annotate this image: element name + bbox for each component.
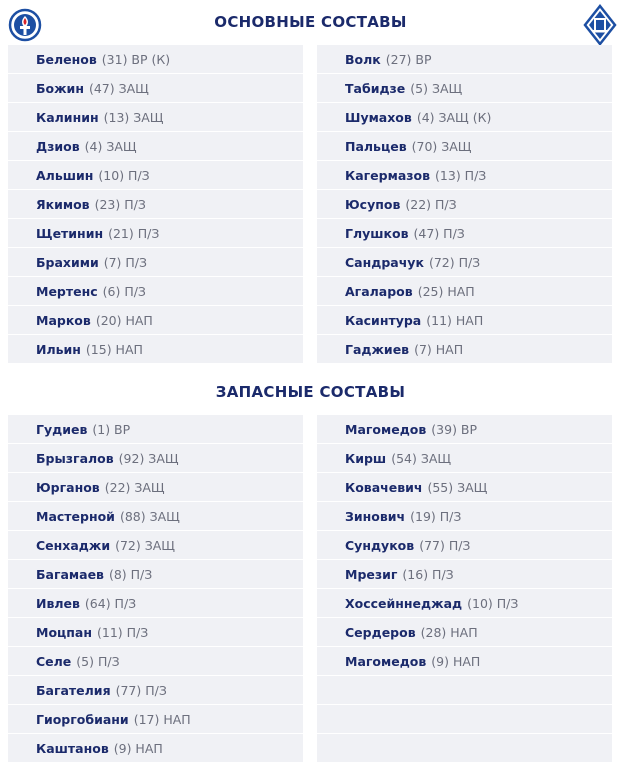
player-name: Зинович — [345, 508, 406, 524]
empty-row — [317, 705, 612, 733]
player-row — [317, 647, 612, 675]
player-name: Марков — [36, 312, 91, 328]
player-name: Сенхаджи — [36, 537, 111, 553]
player-number-position: (5) ЗАЩ — [410, 80, 463, 96]
player-number-position: (77) П/З — [419, 537, 471, 553]
player-row — [8, 132, 303, 160]
player-row — [8, 415, 303, 443]
player-row — [317, 74, 612, 102]
player-number-position: (15) НАП — [85, 341, 143, 357]
player-name: Калинин — [36, 109, 99, 125]
player-name: Мастерной — [36, 508, 115, 524]
player-number-position: (4) ЗАЩ — [84, 138, 137, 154]
player-name: Юсупов — [345, 196, 401, 212]
player-number-position: (31) ВР (К) — [101, 51, 171, 67]
player-number-position: (23) П/З — [94, 196, 146, 212]
player-name: Гиоргобиани — [36, 711, 129, 727]
player-row — [8, 734, 303, 762]
player-row — [8, 219, 303, 247]
player-row — [317, 103, 612, 131]
player-name: Моцпан — [36, 624, 92, 640]
player-name: Ильин — [36, 341, 81, 357]
player-number-position: (13) П/З — [435, 167, 487, 183]
player-number-position: (47) П/З — [413, 225, 465, 241]
player-row — [317, 560, 612, 588]
player-number-position: (7) НАП — [414, 341, 464, 357]
player-number-position: (47) ЗАЩ — [88, 80, 149, 96]
player-row — [8, 444, 303, 472]
player-number-position: (17) НАП — [133, 711, 191, 727]
player-name: Ковачевич — [345, 479, 423, 495]
player-name: Мертенс — [36, 283, 98, 299]
dynamo-logo-icon — [583, 4, 617, 46]
main-lineup-left-list — [8, 45, 303, 364]
player-number-position: (16) П/З — [402, 566, 454, 582]
empty-row — [317, 734, 612, 762]
player-row — [317, 618, 612, 646]
player-row — [8, 161, 303, 189]
player-row — [317, 473, 612, 501]
player-number-position: (11) НАП — [426, 312, 484, 328]
section-title-main-lineups: ОСНОВНЫЕ СОСТАВЫ — [214, 13, 407, 31]
player-number-position: (72) ЗАЩ — [115, 537, 175, 553]
player-name: Дзиов — [36, 138, 80, 154]
player-name: Гаджиев — [345, 341, 410, 357]
player-name: Касинтура — [345, 312, 422, 328]
player-name: Каштанов — [36, 740, 109, 756]
player-row — [8, 531, 303, 559]
player-number-position: (64) П/З — [84, 595, 137, 611]
section-title-substitutes: ЗАПАСНЫЕ СОСТАВЫ — [215, 383, 406, 401]
player-row — [8, 618, 303, 646]
player-row — [317, 45, 612, 73]
player-name: Сердеров — [345, 624, 416, 640]
player-name: Божин — [36, 80, 84, 96]
player-number-position: (19) П/З — [410, 508, 462, 524]
player-name: Магомедов — [345, 421, 427, 437]
player-row — [317, 132, 612, 160]
player-number-position: (1) ВР — [92, 421, 131, 437]
player-row — [8, 335, 303, 363]
player-name: Селе — [36, 653, 72, 669]
player-row — [8, 705, 303, 733]
player-name: Багамаев — [36, 566, 104, 582]
player-number-position: (39) ВР — [431, 421, 478, 437]
player-name: Гудиев — [36, 421, 88, 437]
player-number-position: (5) П/З — [76, 653, 120, 669]
player-number-position: (11) П/З — [97, 624, 149, 640]
subs-left-list — [8, 415, 303, 763]
player-name: Якимов — [36, 196, 90, 212]
player-number-position: (10) П/З — [98, 167, 150, 183]
player-name: Щетинин — [36, 225, 104, 241]
player-number-position: (25) НАП — [417, 283, 475, 299]
player-row — [317, 306, 612, 334]
player-name: Ивлев — [36, 595, 80, 611]
player-number-position: (55) ЗАЩ — [427, 479, 488, 495]
player-row — [317, 335, 612, 363]
player-row — [8, 473, 303, 501]
player-row — [8, 306, 303, 334]
player-row — [317, 161, 612, 189]
player-row — [8, 560, 303, 588]
player-name: Агаларов — [345, 283, 413, 299]
player-name: Кагермазов — [345, 167, 431, 183]
empty-row — [317, 676, 612, 704]
player-number-position: (70) ЗАЩ — [411, 138, 472, 154]
player-row — [8, 277, 303, 305]
player-number-position: (8) П/З — [108, 566, 153, 582]
player-number-position: (13) ЗАЩ — [103, 109, 164, 125]
player-row — [317, 444, 612, 472]
player-number-position: (20) НАП — [95, 312, 153, 328]
player-number-position: (27) ВР — [385, 51, 432, 67]
player-row — [317, 277, 612, 305]
player-name: Юрганов — [36, 479, 100, 495]
player-row — [8, 676, 303, 704]
player-row — [8, 248, 303, 276]
player-row — [317, 531, 612, 559]
player-number-position: (10) П/З — [467, 595, 519, 611]
player-number-position: (6) П/З — [102, 283, 146, 299]
player-name: Магомедов — [345, 653, 427, 669]
player-name: Багателия — [36, 682, 111, 698]
player-name: Брахими — [36, 254, 99, 270]
player-number-position: (54) ЗАЩ — [391, 450, 452, 466]
player-number-position: (92) ЗАЩ — [118, 450, 179, 466]
player-name: Табидзе — [345, 80, 406, 96]
player-row — [8, 190, 303, 218]
player-row — [8, 74, 303, 102]
player-row — [317, 190, 612, 218]
player-row — [317, 248, 612, 276]
player-name: Беленов — [36, 51, 97, 67]
player-name: Брызгалов — [36, 450, 114, 466]
player-row — [8, 103, 303, 131]
player-number-position: (4) ЗАЩ (К) — [416, 109, 492, 125]
subs-right-list — [317, 415, 612, 763]
player-number-position: (9) НАП — [113, 740, 163, 756]
player-number-position: (7) П/З — [103, 254, 148, 270]
player-row — [8, 647, 303, 675]
player-row — [317, 589, 612, 617]
player-row — [8, 589, 303, 617]
player-row — [317, 502, 612, 530]
player-number-position: (77) П/З — [115, 682, 167, 698]
player-number-position: (22) ЗАЩ — [104, 479, 165, 495]
player-row — [8, 502, 303, 530]
player-number-position: (72) П/З — [428, 254, 481, 270]
player-number-position: (21) П/З — [108, 225, 160, 241]
player-name: Пальцев — [345, 138, 407, 154]
player-number-position: (22) П/З — [405, 196, 457, 212]
player-number-position: (28) НАП — [420, 624, 478, 640]
player-name: Шумахов — [345, 109, 412, 125]
player-name: Сундуков — [345, 537, 415, 553]
player-row — [8, 45, 303, 73]
player-name: Сандрачук — [345, 254, 424, 270]
player-name: Волк — [345, 51, 381, 67]
player-row — [317, 219, 612, 247]
player-name: Альшин — [36, 167, 94, 183]
player-name: Хоссейннеджад — [345, 595, 463, 611]
player-row — [317, 415, 612, 443]
main-lineup-right-list — [317, 45, 612, 364]
player-name: Глушков — [345, 225, 409, 241]
player-number-position: (9) НАП — [431, 653, 481, 669]
player-number-position: (88) ЗАЩ — [119, 508, 180, 524]
player-name: Мрезиг — [345, 566, 398, 582]
player-name: Кирш — [345, 450, 387, 466]
